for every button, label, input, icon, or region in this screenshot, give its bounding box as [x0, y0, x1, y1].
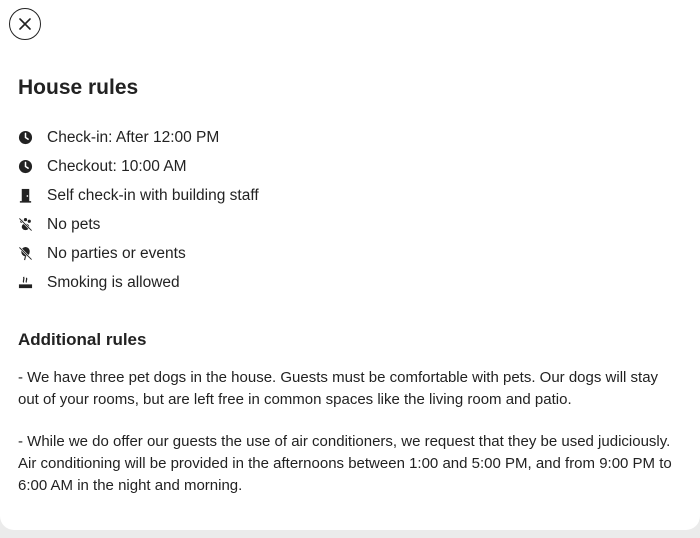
close-button[interactable]	[9, 8, 41, 40]
rule-text: Smoking is allowed	[47, 273, 180, 291]
additional-rule-paragraph: - We have three pet dogs in the house. Guests must be comfortable with pets. Our dogs will stay out of your rooms, but are left free in common spaces like the living room and patio.	[18, 369, 659, 408]
no-parties-icon	[18, 246, 33, 261]
smoking-icon	[18, 275, 33, 290]
additional-rule-paragraph: - While we do offer our guests the use of air conditioners, we request that they be used judiciously. Air conditioning will be provided in the afternoons between 1:00 and 5:00 PM, and from 9:00 PM to 6:00 AM in the night and morning.	[18, 433, 672, 494]
page-title: House rules	[18, 76, 139, 99]
rule-item-smoking	[18, 268, 259, 297]
rules-list	[18, 123, 259, 297]
rule-item-no-parties	[18, 239, 259, 268]
rule-item-no-pets	[18, 210, 259, 239]
rule-item-checkin	[18, 123, 259, 152]
rule-item-checkout	[18, 152, 259, 181]
no-pets-icon	[18, 217, 33, 232]
clock-icon	[18, 130, 33, 145]
rule-item-self-checkin	[18, 181, 259, 210]
door-icon	[18, 188, 33, 203]
rule-text: No parties or events	[47, 244, 186, 262]
rule-text: Check-in: After 12:00 PM	[47, 128, 220, 146]
close-icon	[19, 18, 31, 30]
rule-text: No pets	[47, 215, 101, 233]
rule-text: Self check-in with building staff	[47, 186, 259, 204]
rule-text: Checkout: 10:00 AM	[47, 157, 187, 175]
clock-icon	[18, 159, 33, 174]
additional-rules-heading: Additional rules	[18, 330, 147, 349]
